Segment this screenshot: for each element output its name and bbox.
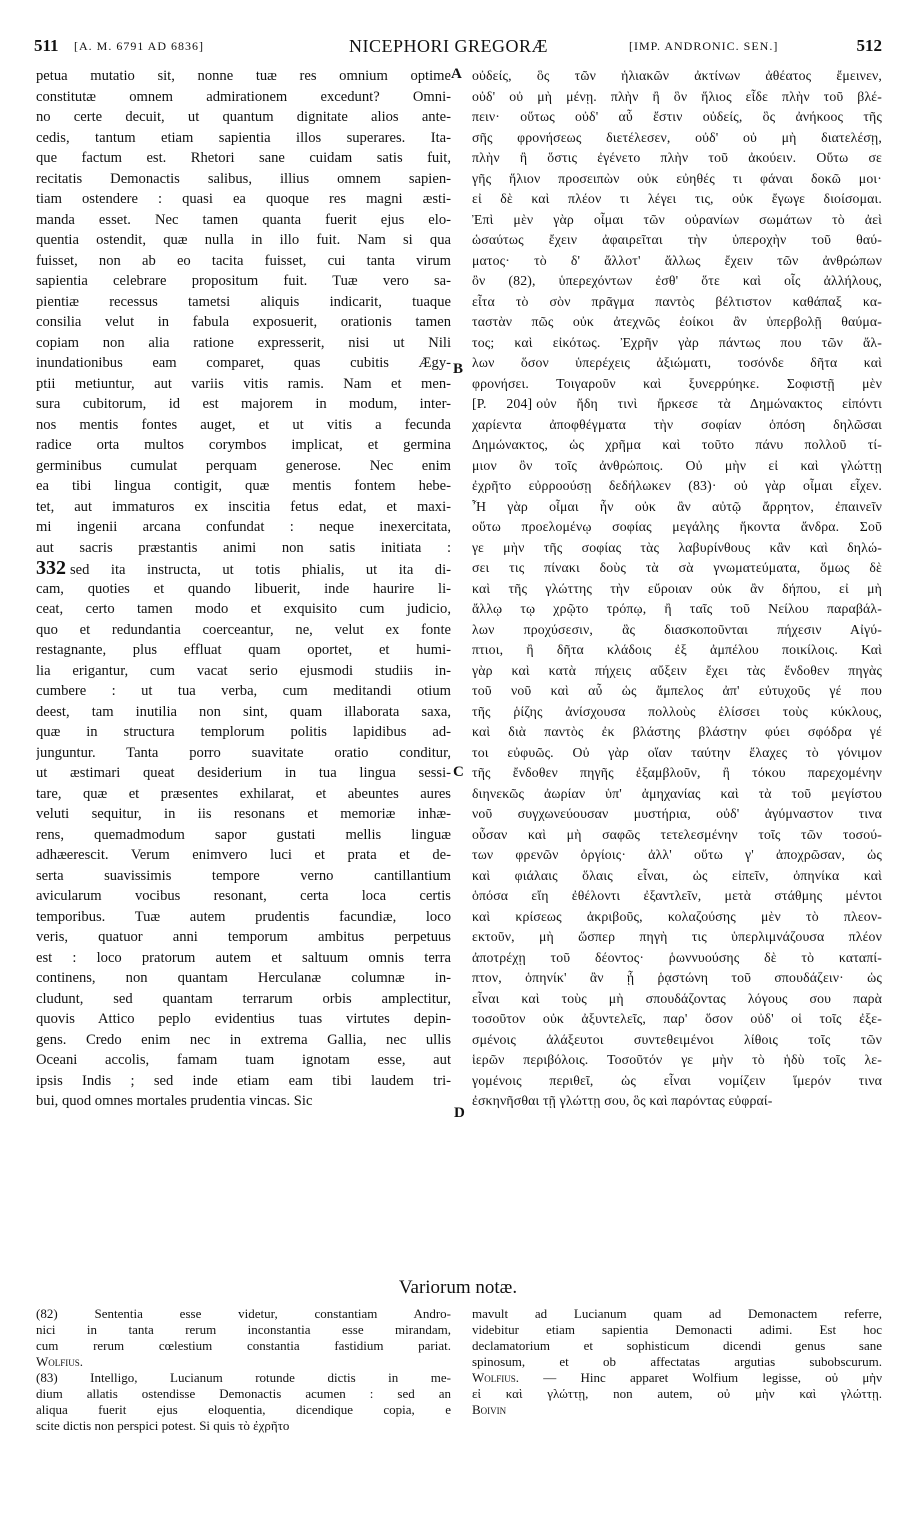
- latin-line: inundationibus eam comparet, quas cubitis Ægy-: [36, 355, 451, 371]
- latin-line: rens, quemadmodum sapor gustati mellis linguæ: [36, 826, 451, 843]
- greek-line: τος; καὶ εἰκότως. Ἐχρῆν γὰρ πάντως που τῶν ἄλ-: [472, 334, 882, 350]
- latin-line: manda esset. Nec tamen quanta fuerit ejus elo-: [36, 211, 451, 228]
- latin-line: adhæerescit. Verum enimvero luci et prata et de-: [36, 847, 451, 863]
- greek-line: γε μὴν τῆς σοφίας τὰς λαβυρίνθους κἂν καὶ δηλώ-: [472, 539, 882, 555]
- latin-line: mi ingenii arcana confundat : neque inexercitata,: [36, 519, 451, 535]
- greek-line: καὶ φιάλαις ὅλαις εἶναι, ὡς εἰπεῖν, ὁπηνίκα καὶ: [472, 867, 882, 883]
- left-page-number: 511: [34, 36, 59, 55]
- right-page-number: 512: [856, 36, 882, 55]
- greek-line: τῆς ῥίζης ἀνίσχουσα πολλοὺς ἑλίσσει τοὺς κύκλους,: [472, 703, 882, 719]
- greek-line: ἱερῶν περιβόλοις. Τοσοῦτόν γε μὴν τὸ ἡδὺ τοῖς λε-: [472, 1052, 882, 1067]
- latin-line: pientiæ recessus tametsi aliquis indicarit, tuaque: [36, 293, 451, 310]
- note-line: Boivin: [472, 1402, 507, 1417]
- latin-line: recitatis Demonactis salibus, illius omnem sapien-: [36, 170, 451, 187]
- latin-line: avicularum vocibus resonant, certa loca certis: [36, 888, 451, 904]
- greek-line: φρονήσει. Τοιγαροῦν καὶ ξυνερρύηκε. Σοφιστῇ μὲν: [472, 375, 882, 391]
- latin-line: bui, quod omnes mortales prudentia vincas. Sic: [36, 1093, 313, 1109]
- greek-line: ὡσαύτως ἔχειν ἀφαιρεῖται τὴν ὑπεροχὴν τοῦ θαύ-: [472, 232, 882, 247]
- note-line: scite dictis non perspici potest. Si quis τὸ ἐχρῆτο: [36, 1418, 290, 1433]
- latin-line: no certe decuit, ut quantum dignitate alios ante-: [36, 109, 451, 125]
- latin-line: ut æstimari queat desiderium in tua lingua sessi-: [36, 765, 451, 781]
- greek-line: ματος· τὸ δ' ἄλλοτ' ἄλλως ἔχειν τῶν ἀνθρώπων: [472, 252, 882, 268]
- latin-line: veluti sequitur, in iis resonans et memoriæ inhæ-: [36, 806, 451, 822]
- greek-line: διηνεκῶς ἀωρίαν ὑπ' ἀμηχανίας καὶ τὰ τοῦ μεγίστου: [472, 785, 882, 801]
- latin-line: cam, quoties et quando libuerit, inde haurire li-: [36, 580, 451, 597]
- greek-line: τοσοῦτον οὐκ ἀξυντελεῖς, παρ' ὅσον οὐδ' οἱ τοῖς ἐξε-: [472, 1011, 882, 1026]
- latin-line: deest, tam inutilia non sint, quam illaborata saxa,: [36, 703, 451, 720]
- greek-line: ἀποτρέχῃ τοῦ δέοντος· ῥωννυούσης δὲ τὸ καταπί-: [472, 949, 882, 965]
- latin-line: aut sacris præstantis animi non satis initiata :: [36, 539, 451, 556]
- right-section-label: [IMP. ANDRONIC. SEN.]: [629, 39, 779, 53]
- latin-line: temporibus. Tuæ autem prudentis facundiæ, loco: [36, 908, 451, 925]
- greek-line: πτον, ὁπηνίκ' ἂν ᾖ ῥᾳστώνη τοῦ σπουδάζειν· ὡς: [472, 970, 882, 985]
- latin-line: veris, quatuor anni temporum ambitus perpetuus: [36, 929, 451, 945]
- greek-line: οὖσαν καὶ μὴ σαφῶς τετελεσμένην τοῖς τῶν τοσού-: [472, 826, 882, 842]
- latin-line: ceat, certo tamen modo et exquisito cum judicio,: [36, 601, 451, 617]
- greek-line: τοῦ νοῦ καὶ αὖ ὡς ἄμπελος ἀπ' εὐτυχοῦς γέ που: [472, 683, 882, 698]
- latin-line: sura cubitorum, id est majorem in modum, inter-: [36, 396, 451, 412]
- notes-heading: Variorum notæ.: [398, 1277, 518, 1298]
- greek-line: γὰρ καὶ κατὰ πήχεις αὔξειν ἔχει τὰς ἔνδοθεν πηγὰς: [472, 662, 882, 678]
- notes-left-column: [36, 1306, 451, 1434]
- greek-line: μιον ὂν τοῖς ἀνθρώποις. Οὐ μὴν εἰ καὶ γλώττῃ: [472, 457, 882, 473]
- page-marker: 332: [36, 558, 66, 579]
- greek-line: γῆς ἥλιον προσειπὼν οὐκ εὐηθές τι φάναι δοκῶ μοι·: [472, 170, 882, 186]
- latin-line: cedis, tantum etiam sapientia illos superares. Ita-: [36, 129, 451, 146]
- greek-line: ἐσκηνῆσθαι τῇ γλώττῃ σου, ὃς καὶ παρόντας εὐφραί-: [472, 1093, 773, 1108]
- greek-line: λων προχύσεσιν, ἃς διασκοποῦνται πήχεσιν Αἰγύ-: [472, 621, 882, 637]
- greek-line: [P. 204] οὐν ἤδη τινὶ ἤρκεσε τὰ Δημώνακτος εἰπόντι: [472, 396, 882, 411]
- greek-line: σῆς φρονήσεως διετέλεσεν, οὐδ' οὐ μὴ διατελέσῃ,: [472, 129, 882, 145]
- latin-line: nos mentis fontes auget, et ut vitis a fecunda: [36, 416, 451, 433]
- greek-line: Ἦ γὰρ οἶμαι ἦν οὐκ ἂν αὐτῷ ἄρρητον, ἐπαινεῖν: [472, 498, 882, 514]
- latin-line: quentia ostendit, quæ nulla in illo fuit. Nam si qua: [36, 232, 451, 248]
- greek-line: οὐδ' οὐ μὴ μένῃ. πλὴν ἢ ὃν ἥλιος εἶδε πλὴν τοῦ βλέ-: [472, 88, 882, 104]
- greek-line: καὶ κρίσεως ἀκριβοῦς, κολαζούσης μὲν τὸ πλεον-: [472, 908, 882, 924]
- margin-letter-a: A: [451, 66, 462, 82]
- greek-line: Ἐπὶ μὲν γὰρ οἶμαι τῶν οὐρανίων σωμάτων τὸ ἀεὶ: [472, 211, 882, 227]
- greek-line: καὶ τῆς γλώττης τὴν εὔροιαν οὐκ ἂν δήπου, εἰ μὴ: [472, 580, 882, 596]
- latin-line: petua mutatio sit, nonne tuæ res omnium optime: [36, 68, 451, 84]
- latin-line: gens. Credo enim nec in extrema Gallia, nec ullis: [36, 1031, 451, 1048]
- greek-line: ταστὰν πῶς οὐκ ἀτεχνῶς ἐοίκοι ἂν ὑπερβολῇ θαύμα-: [472, 314, 882, 329]
- note-line: Wolfius. — Hinc apparet Wolfium legisse, οὐ μὴν: [472, 1370, 882, 1385]
- greek-line: καὶ διὰ παντὸς ἐκ βλάστης βλάστην φύει σφόδρα γέ: [472, 724, 882, 739]
- greek-line: ἐχρῆτο εὐρροούσῃ δεδήλωκεν (83)· οὐ γὰρ οἶμαι εἶχεν.: [472, 478, 882, 493]
- greek-line: χαρίεντα ἀποφθέγματα τὴν σοφίαν ὁπόση δηλῶσαι: [472, 416, 882, 432]
- latin-line: sapientia celebrare propositum fuit. Tuæ vero sa-: [36, 273, 451, 289]
- latin-line: copiam non alia ratione expresserit, nisi ut Nili: [36, 334, 451, 351]
- margin-letter-c: C: [453, 764, 464, 780]
- note-line: (83) Intelligo, Lucianum rotunde dictis in me-: [36, 1370, 451, 1385]
- note-line: dium allatis ostendisse Demonactis acumen : sed an: [36, 1386, 451, 1401]
- note-line: mavult ad Lucianum quam ad Demonactem referre,: [472, 1306, 882, 1321]
- greek-line: των φρενῶν ὀργίοις· ἀλλ' οὕτω γ' ἀποχρῶσαν, ὡς: [472, 847, 882, 862]
- note-line: cum rerum cœlestium constantia fastidium pariat.: [36, 1338, 451, 1353]
- note-line: (82) Sententia esse videtur, constantiam Andro-: [36, 1306, 451, 1321]
- latin-line: ea tibi lingua contigit, quæ mentis fontem hebe-: [36, 478, 451, 494]
- latin-line: cumbere : ut tua verba, cum meditandi otium: [36, 683, 451, 699]
- latin-line: tet, aut immaturos ex inscitia fetus edat, et maxi-: [36, 498, 451, 515]
- greek-text-column: [472, 66, 882, 1112]
- note-line: declamatorium et sophisticum dicendi genus sane: [472, 1338, 882, 1353]
- greek-line: εἶναι καὶ τοὺς μὴ σπουδάζοντας λόγους σου παρὰ: [472, 990, 882, 1006]
- greek-line: γομένοις περιθεῖ, ὡς εἶναι νομίζειν ἵμερόν τινα: [472, 1072, 882, 1088]
- latin-text-column: [36, 66, 451, 1112]
- latin-line: lia erigantur, cum vacat serio ejusmodi studiis in-: [36, 662, 451, 679]
- latin-line: quovis Attico peplo evidentius tuas virtutes depin-: [36, 1011, 451, 1027]
- latin-line: Oceani accolis, famam tuam ignotam esse, aut: [36, 1052, 451, 1068]
- latin-line: continens, non quantam Herculanæ columnæ in-: [36, 970, 451, 986]
- greek-line: εἶτα τὸ σὸν πρᾶγμα παντὸς βέλτιστον καθάπαξ κα-: [472, 293, 882, 309]
- latin-line: radice orta multos corymbos implicat, et germina: [36, 437, 451, 453]
- note-line: nici in tanta rerum inconstantia esse mirandam,: [36, 1322, 451, 1337]
- latin-line: cludunt, sed quantam terrarum orbis amplectitur,: [36, 990, 451, 1007]
- greek-line: ὁπόσα εἴη ἐθέλοντι ἐξαντλεῖν, μετὰ στάθμης μέντοι: [472, 888, 882, 903]
- latin-line: consilia velut in fabula exposuerit, orationis tamen: [36, 314, 451, 330]
- latin-line: tiam ostendere : quasi ea quoque res magni æsti-: [36, 191, 451, 207]
- greek-line: οὐδείς, ὃς τῶν ἡλιακῶν ἀκτίνων ἀθέατος ἔμεινεν,: [472, 68, 882, 83]
- latin-line: 332 sed ita instructa, ut totis phialis, ut ita di-: [36, 558, 451, 579]
- note-line: εἰ καὶ γλώττῃ, non autem, οὐ μὴν καὶ γλώττῃ.: [472, 1386, 882, 1401]
- latin-line: constitutæ omnem admirationem excedunt? Omni-: [36, 88, 451, 105]
- latin-line: est : loco pratorum autem et saltuum omnis terra: [36, 949, 451, 966]
- latin-line: germinibus cumulat perquam generose. Nec enim: [36, 457, 451, 474]
- greek-line: σμένοις ἀλάξευτοι συντεθειμένοι λίθοις τοῖς τῶν: [472, 1031, 882, 1047]
- margin-letter-d: D: [454, 1105, 465, 1121]
- note-line: spinosum, et ob affectatas argutias subobscurum.: [472, 1354, 882, 1369]
- greek-line: νοῦ συγχωνεύουσαν μυστήρια, οὐδ' ἀγύμναστον τινα: [472, 806, 882, 821]
- latin-line: restagnante, plus effluat quam oportet, et humi-: [36, 642, 451, 658]
- greek-line: Δημώνακτος, ὡς χρῆμα καὶ τοῦτο πάνυ πολλοῦ τί-: [472, 437, 882, 452]
- page-header: [34, 36, 882, 60]
- latin-line: que factum est. Rhetori sane cuidam satis fuit,: [36, 150, 451, 166]
- latin-line: serta suavissimis tempore verno cantillantium: [36, 867, 451, 884]
- greek-line: τοι εὐφυῶς. Οὐ γὰρ οἵαν ταύτην ἔλαχες τὸ γόνιμον: [472, 744, 882, 760]
- note-line: aliqua fuerit ejus eloquentia, dicendique copia, e: [36, 1402, 451, 1417]
- greek-line: οὕτω προελομένῳ σοφίας μεγάλης ἥκοντα ἄνδρα. Σοῦ: [472, 519, 882, 534]
- latin-line: fuisset, non ab eo tacita fuisset, cui tanta virum: [36, 252, 451, 269]
- greek-line: ἄλλῳ τῳ χρῷτο τρόπῳ, ἢ ταῖς τοῦ Νείλου παραβάλ-: [472, 601, 882, 616]
- latin-line: ipsis Indis ; sed inde etiam eam tibi laudem tri-: [36, 1072, 451, 1089]
- latin-line: junguntur. Tanta porro suavitate oratio conditur,: [36, 744, 451, 761]
- running-title: NICEPHORI GREGORÆ: [349, 36, 549, 56]
- greek-line: εκτοῦν, μὴ ὥσπερ πηγὴ τις ὑπερλιμνάζουσα πλέον: [472, 929, 882, 944]
- margin-letter-b: B: [453, 361, 464, 377]
- greek-line: πειν· οὕτως οὐδ' αὖ ἔστιν οὐδείς, ὃς ἀνήκοος τῆς: [472, 109, 882, 124]
- greek-line: ὂν (82), ὑπερεχόντων ἐσθ' ὅτε καὶ οἷς ἀλλήλους,: [472, 273, 882, 288]
- greek-line: λων ὅσον ὑπερέχεις ἀξιώματι, τοσόνδε δῆτα καὶ: [472, 355, 882, 370]
- greek-line: σει τις πίνακι δοὺς τὰ σὰ γνωματεύματα, ὅμως δὲ: [472, 560, 882, 575]
- greek-line: πλὴν ἢ ὅστις ἐγένετο πλὴν τοῦ ἀκούειν. Οὕτω σε: [472, 150, 882, 165]
- notes-right-column: [472, 1306, 882, 1418]
- latin-line: quo et redundantia coerceantur, ne, velut ex fonte: [36, 621, 451, 638]
- latin-line: tare, quæ et præsentes exhilarat, et abeuntes aures: [36, 785, 451, 802]
- greek-line: πτιοι, ἢ δῆτα κλάδοις ἐξ ἀμπέλου ποικίλοις. Καὶ: [472, 642, 882, 657]
- greek-line: τῆς ἔνδοθεν πηγῆς ἐξαμβλοῦν, ἢ τόκου παρεχομένην: [472, 765, 882, 780]
- note-line: Wolfius.: [36, 1354, 84, 1369]
- left-date-range: [A. M. 6791 AD 6836]: [74, 39, 204, 53]
- note-line: videbitur etiam sapientia Demonacti adimi. Est hoc: [472, 1322, 882, 1337]
- right-page-marker: [P. 204]: [472, 396, 533, 411]
- latin-line: quæ in structura templorum politis lapidibus ad-: [36, 724, 451, 740]
- latin-line: ptii metiuntur, aut variis vitis ramis. Nam et men-: [36, 375, 451, 392]
- greek-line: εἰ δὲ καὶ πλέον τι λέγει τις, οὐκ ἔγωγε διοίσομαι.: [472, 191, 882, 206]
